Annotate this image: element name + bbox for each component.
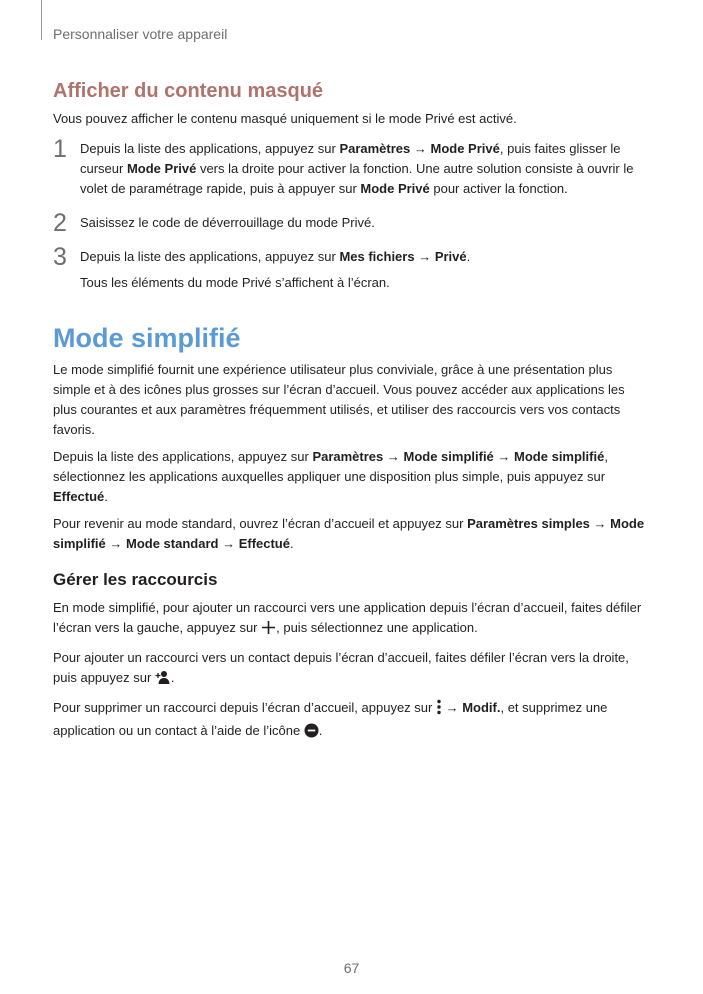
remove-icon (304, 723, 319, 744)
step-number: 3 (53, 243, 67, 271)
step-text: Saisissez le code de déverrouillage du mode Privé. (80, 215, 375, 230)
step-1 (53, 135, 649, 199)
step-3-result: Tous les éléments du mode Privé s’affichent à l’écran. (80, 275, 390, 290)
step-text: Depuis la liste des applications, appuyez sur Mes fichiers → Privé. (80, 249, 471, 264)
running-header: Personnaliser votre appareil (53, 26, 228, 42)
section-title-simple-mode: Mode simplifié (53, 323, 241, 353)
shortcuts-add-contact: Pour ajouter un raccourci vers un contact depuis l’écran d’accueil, faites défiler l’écran vers la droite, puis appuyez sur . (53, 648, 649, 691)
step-number: 1 (53, 135, 67, 163)
shortcuts-remove: Pour supprimer un raccourci depuis l’écran d’accueil, appuyez sur → Modif., et supprimez une application ou un contact à l’aide de l’icône . (53, 698, 649, 744)
page-content (53, 80, 649, 751)
add-contact-icon (155, 670, 171, 691)
simple-intro: Le mode simplifié fournit une expérience utilisateur plus conviviale, grâce à une présentation plus simple et à des icônes plus grosses sur l’écran d’accueil. Vous pouvez accéder aux applications les plus courantes et aux paramètres fréquemment utilisés, et utiliser des raccourcis vers vos contacts favoris. (53, 362, 625, 437)
simple-activate: Depuis la liste des applications, appuyez sur Paramètres → Mode simplifié → Mode simplifié, sélectionnez les applications auxquelles appliquer une disposition plus simple, puis appuyez sur Effectué. (53, 449, 608, 504)
plus-icon (261, 620, 276, 641)
subsection-title-shortcuts: Gérer les raccourcis (53, 570, 218, 589)
step-3 (53, 243, 649, 271)
step-number: 2 (53, 209, 67, 237)
step-2 (53, 209, 649, 237)
page-number: 67 (343, 960, 360, 976)
section-title-hidden-content: Afficher du contenu masqué (53, 80, 324, 102)
header-divider (41, 0, 42, 40)
shortcuts-add-app: En mode simplifié, pour ajouter un raccourci vers une application depuis l’écran d’accueil, faites défiler l’écran vers la gauche, appuyez sur , puis sélectionnez une application. (53, 598, 649, 641)
simple-revert: Pour revenir au mode standard, ouvrez l’écran d’accueil et appuyez sur Paramètres simples → Mode simplifié → Mode standard → Effectué. (53, 516, 645, 551)
hidden-intro: Vous pouvez afficher le contenu masqué uniquement si le mode Privé est activé. (53, 111, 517, 126)
step-text: Depuis la liste des applications, appuyez sur Paramètres → Mode Privé, puis faites glisser le curseur Mode Privé vers la droite pour activer la fonction. Une autre solution consiste à ouvrir le volet de paramétrage rapide, puis à appuyer sur Mode Privé pour activer la fonction. (80, 141, 634, 196)
